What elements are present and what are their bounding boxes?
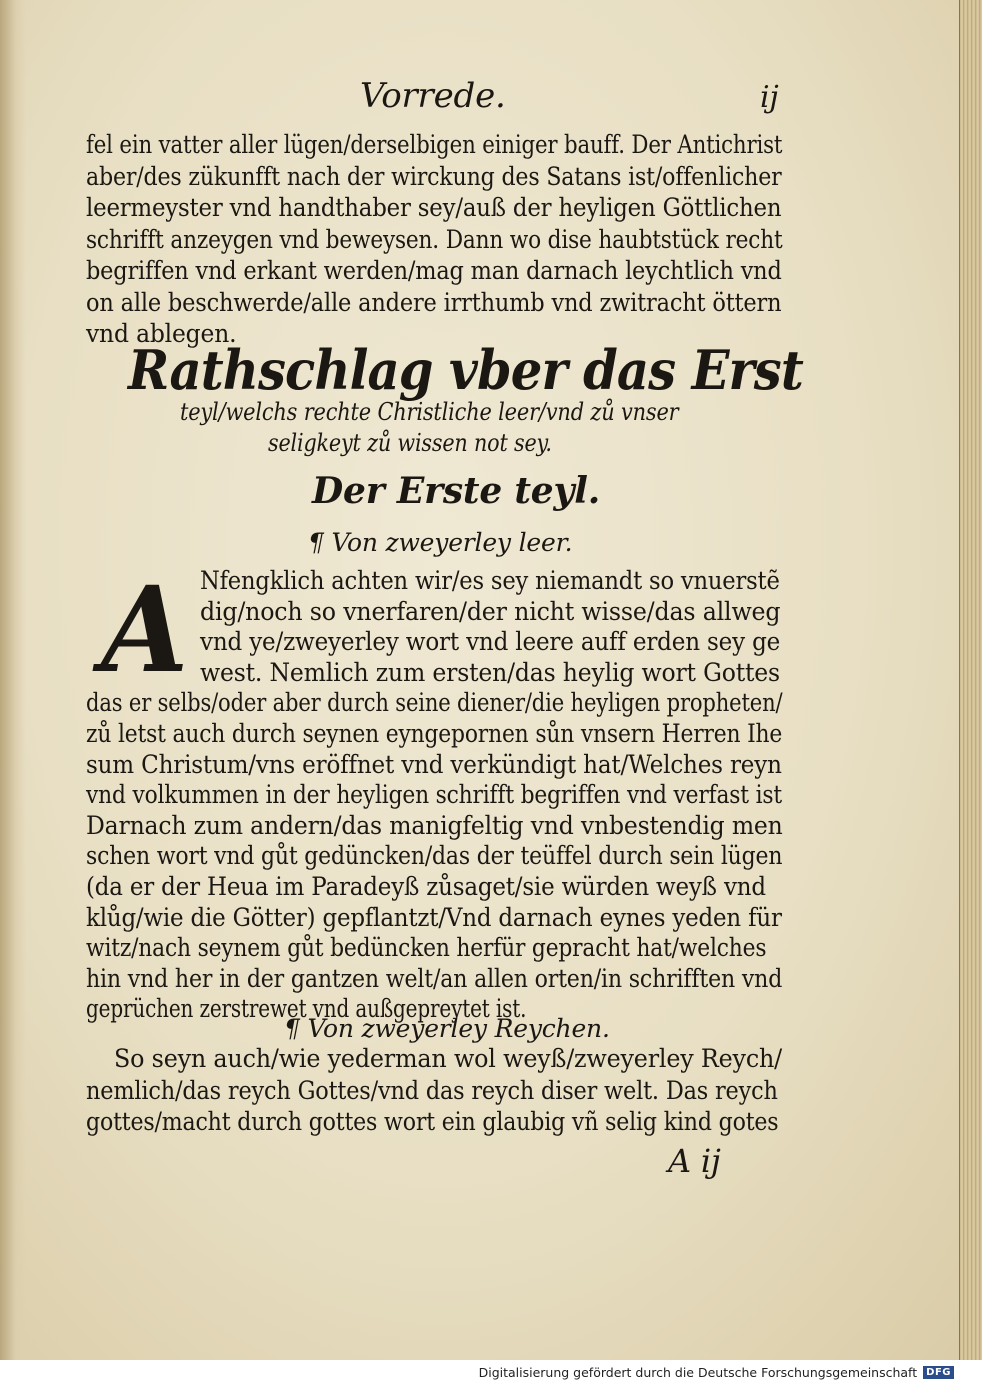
intro-line: fel ein vatter aller lügen/derselbigen einiger bauff. Der Antichrist	[86, 130, 783, 159]
body-line: vnd volkummen in der heyligen schrifft begriffen vnd verfast ist	[86, 780, 782, 810]
body-line: Nfengklich achten wir/es sey niemandt so vnuerstẽ	[200, 566, 780, 595]
body-line: das er selbs/oder aber durch seine diener/die heyligen propheten/	[86, 688, 783, 718]
subtitle-line: teyl/welchs rechte Christliche leer/vnd zů vnser	[180, 398, 679, 426]
decorated-initial-letter	[92, 559, 198, 699]
intro-line: schrifft anzeygen vnd beweysen. Dann wo dise haubtstück recht	[86, 224, 783, 254]
body-line: zů letst auch durch seynen eyngepornen sůn vnsern Herren Ihe	[86, 719, 783, 748]
running-head: Vorrede.	[360, 76, 506, 116]
part-heading: Der Erste teyl.	[312, 470, 601, 512]
folio-number: ij	[760, 80, 779, 115]
digitization-credit	[479, 1365, 954, 1380]
subtitle-line: seligkeyt zů wissen not sey.	[268, 429, 552, 457]
body-line: (da er der Heua im Paradeyß zůsaget/sie würden weyß vnd	[86, 872, 766, 901]
body-line: Darnach zum andern/das manigfeltig vnd vnbestendig men	[86, 810, 783, 840]
body-line: sum Christum/vns eröffnet vnd verkündigt hat/Welches reyn	[86, 749, 782, 779]
body-line: schen wort vnd gůt gedüncken/das der teüffel durch sein lügen	[86, 841, 783, 871]
body-line: So seyn auch/wie yederman wol weyß/zweyerley Reych/	[114, 1044, 782, 1073]
body-line: geprüchen zerstrewet vnd außgepreytet ist.	[86, 994, 527, 1024]
initial-glyph: A	[101, 559, 189, 699]
credit-text: Digitalisierung gefördert durch die Deutsche Forschungsgemeinschaft	[478, 1365, 918, 1380]
body-line: gottes/macht durch gottes wort ein glaubig vñ selig kind gotes	[86, 1107, 779, 1136]
body-line: dig/noch so vnerfaren/der nicht wisse/das allweg	[200, 596, 781, 626]
body-line: west. Nemlich zum ersten/das heylig wort Gottes	[200, 657, 780, 687]
body-line: vnd ye/zweyerley wort vnd leere auff erden sey ge	[200, 627, 781, 657]
body-line: nemlich/das reych Gottes/vnd das reych diser welt. Das reych	[86, 1075, 778, 1105]
section-heading-reychen: ¶ Von zweyerley Reychen.	[284, 1014, 610, 1043]
page-spine-shadow	[0, 0, 26, 1360]
dfg-logo: DFG	[923, 1366, 954, 1379]
page-edge	[959, 0, 982, 1360]
intro-line: aber/des zükunfft nach der wirckung des Satans ist/offenlicher	[86, 161, 782, 191]
intro-line: on alle beschwerde/alle andere irrthumb vnd zwitracht öttern	[86, 287, 782, 317]
section-heading-leer: ¶ Von zweyerley leer.	[308, 528, 573, 557]
intro-line: vnd ablegen.	[86, 319, 237, 348]
body-line: klůg/wie die Götter) gepflantzt/Vnd darnach eynes yeden für	[86, 902, 782, 932]
chapter-title: Rathschlag vber das Erst	[128, 338, 803, 402]
body-line: witz/nach seynem gůt bedüncken herfür gepracht hat/welches	[86, 933, 767, 963]
signature-mark: A ij	[668, 1142, 721, 1180]
body-line: hin vnd her in der gantzen welt/an allen orten/in schrifften vnd	[86, 963, 783, 993]
intro-line: leermeyster vnd handthaber sey/auß der heyligen Göttlichen	[86, 193, 782, 222]
intro-line: begriffen vnd erkant werden/mag man darnach leychtlich vnd	[86, 256, 782, 285]
